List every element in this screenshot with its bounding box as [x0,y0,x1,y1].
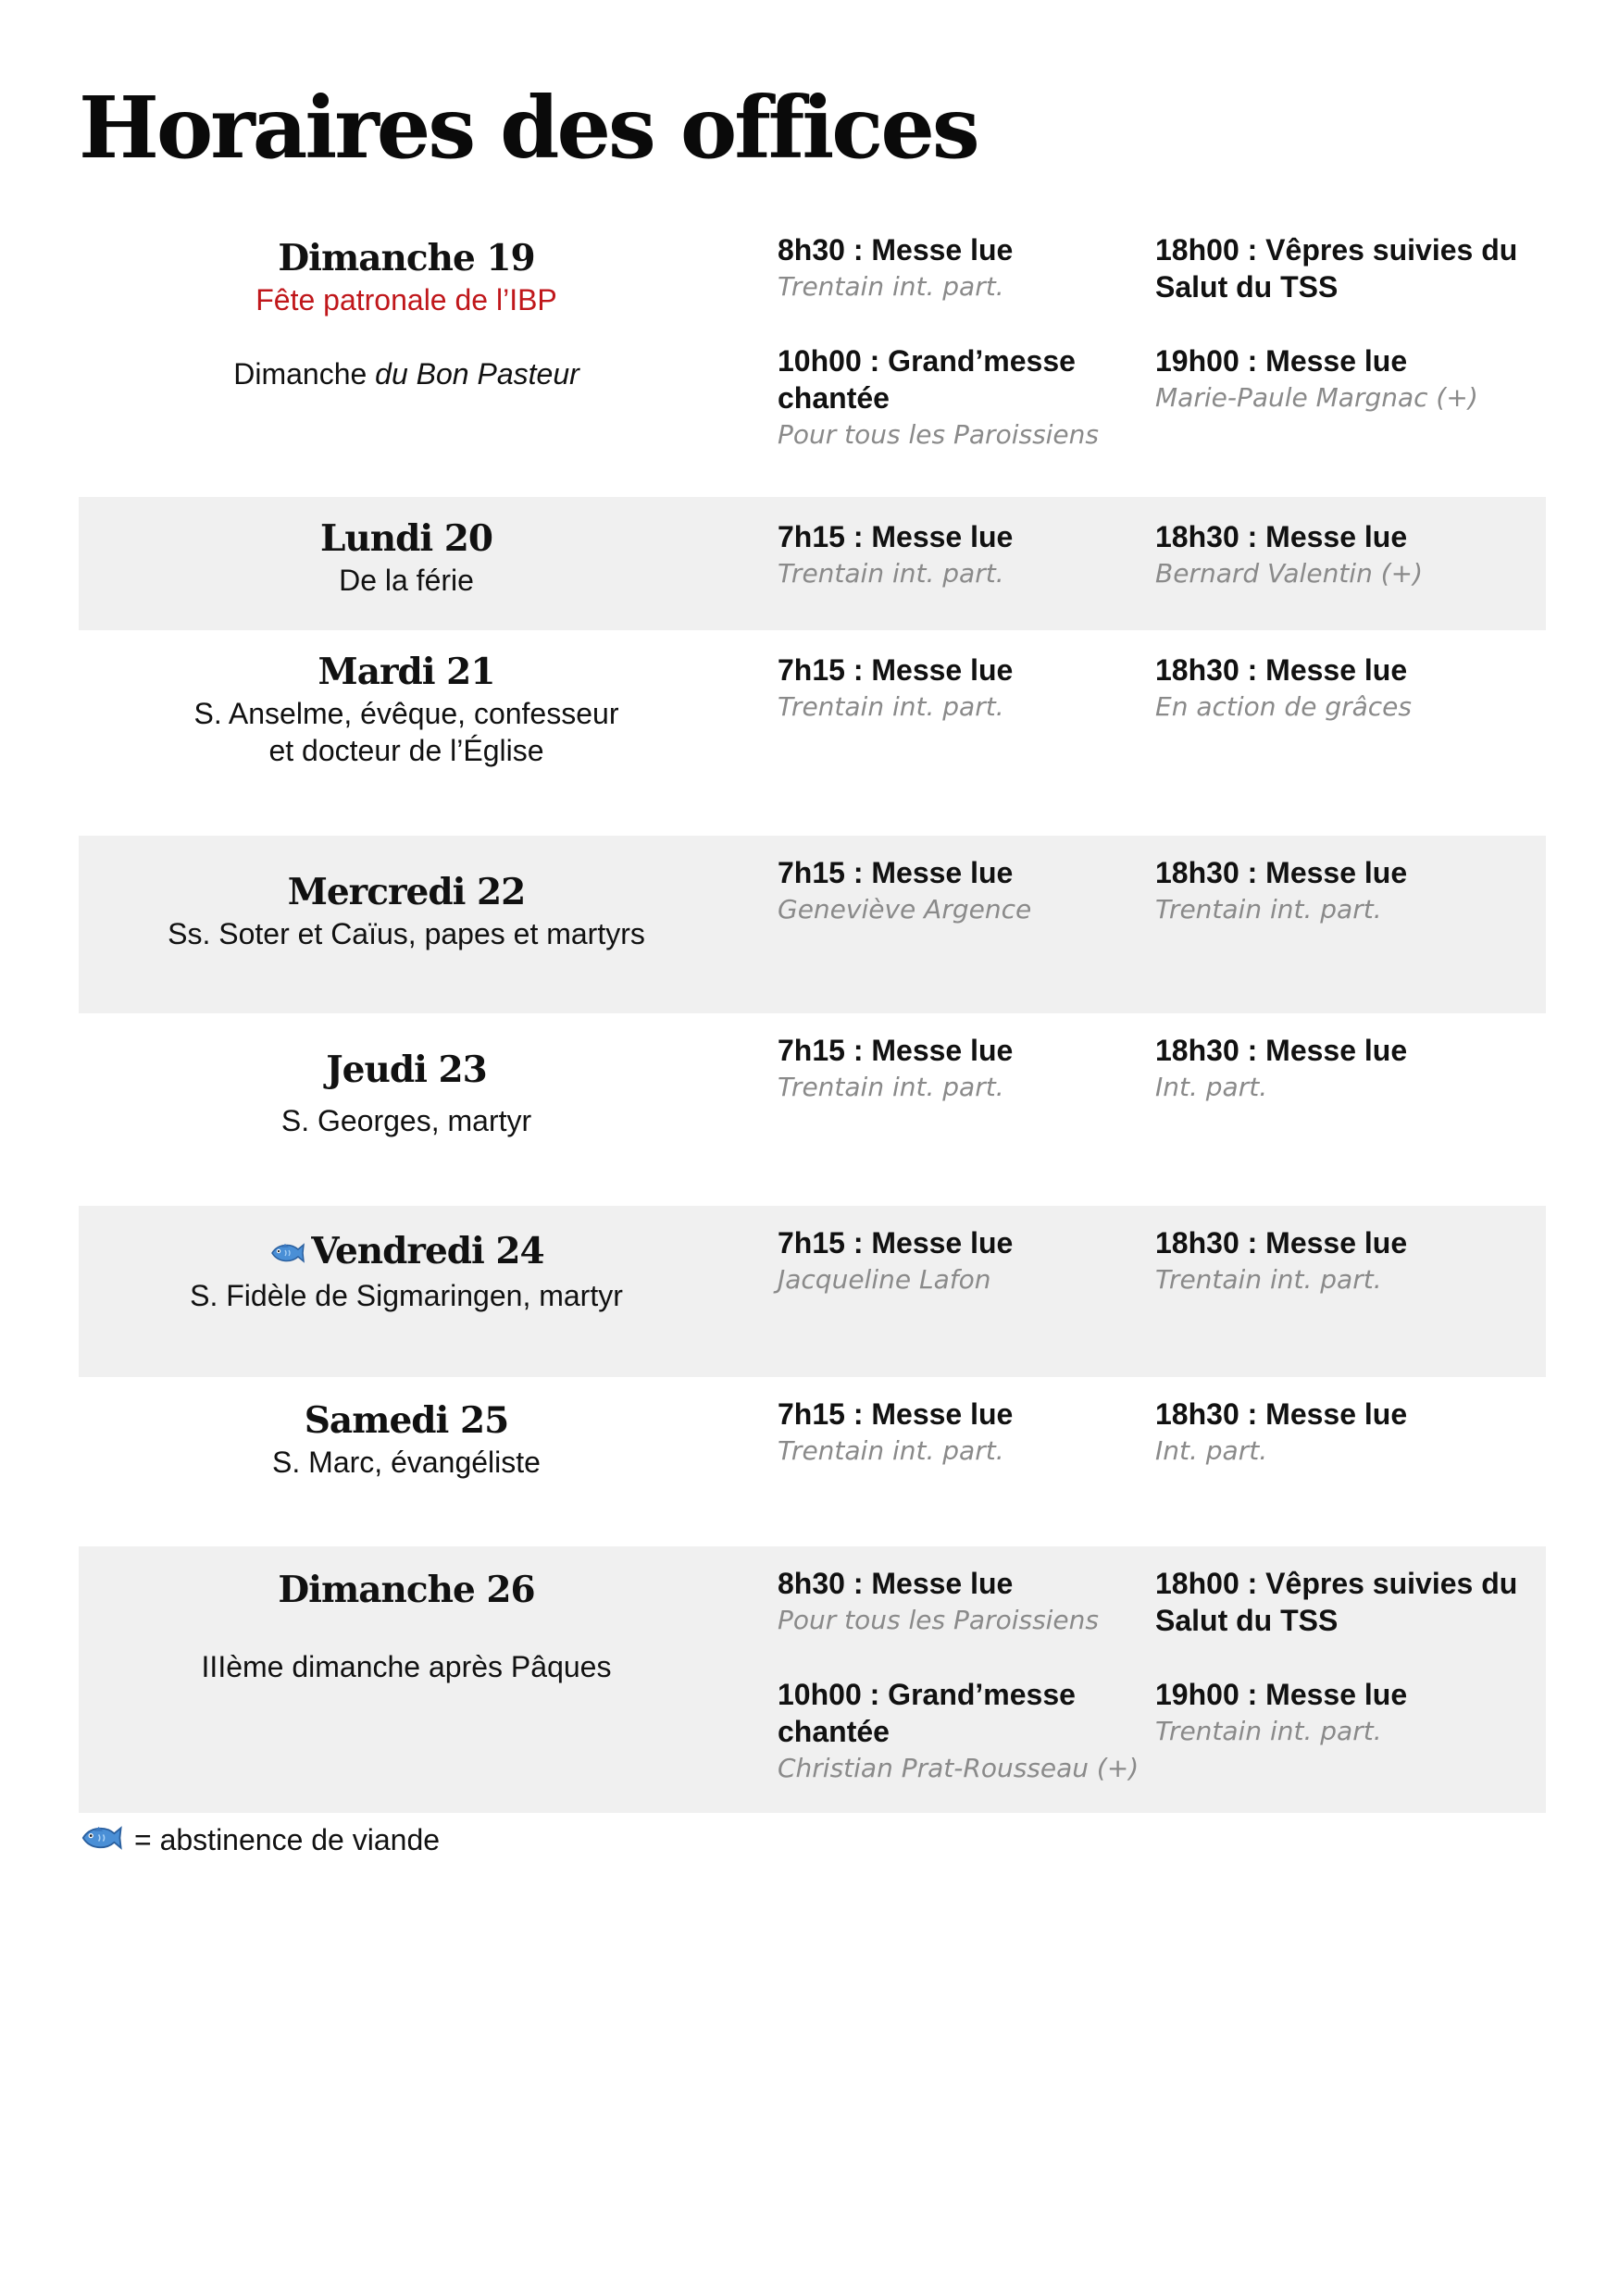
service-intention: Christian Prat-Rousseau (+) [778,1753,1140,1783]
day-name: Jeudi 23 [326,1049,487,1091]
day-name: Samedi 25 [304,1399,509,1442]
service-title: 19h00 : Messe lue [1155,1678,1408,1711]
service-intention: En action de grâces [1155,691,1412,722]
service-slot [1155,342,1539,416]
service-title: 7h15 : Messe lue [778,1034,1014,1067]
service-slot [1155,231,1539,305]
service-slot [1155,1676,1539,1750]
row-dimanche-26 [79,1546,1546,1813]
day-cell [79,235,734,392]
saint-plain: Dimanche [233,357,376,391]
saint-italic: du Bon Pasteur [375,357,579,391]
service-intention: Int. part. [1155,1435,1268,1466]
day-name [79,1228,734,1277]
legend-text: = abstinence de viande [134,1823,441,1856]
service-title: 18h30 : Messe lue [1155,1397,1408,1431]
saint-label: S. Marc, évangéliste [272,1446,541,1479]
service-slot [778,1224,1166,1298]
service-title: 18h00 : Vêpres suivies du Salut du TSS [1155,233,1518,304]
service-slot [1155,1224,1539,1298]
service-title: 7h15 : Messe lue [778,653,1014,687]
service-slot [778,1032,1166,1106]
day-cell [79,1047,734,1139]
row-vendredi-24 [79,1206,1546,1377]
service-slot [1155,518,1539,592]
service-title: 7h15 : Messe lue [778,1226,1014,1260]
service-slot [1155,1565,1539,1639]
day-cell [79,869,734,952]
saint-label: IIIème dimanche après Pâques [201,1650,612,1683]
service-title: 18h00 : Vêpres suivies du Salut du TSS [1155,1567,1518,1637]
day-cell [79,649,734,769]
day-cell [79,1397,734,1481]
day-name: Lundi 20 [319,517,493,560]
legend [79,1821,440,1862]
row-samedi-25 [79,1377,1546,1546]
day-cell [79,1567,734,1685]
service-title: 7h15 : Messe lue [778,856,1014,889]
service-slot [778,1676,1166,1787]
page-title: Horaires des offices [79,78,978,178]
day-name: Mercredi 22 [287,871,526,913]
service-title: 18h30 : Messe lue [1155,653,1408,687]
service-intention: Jacqueline Lafon [778,1264,991,1295]
fish-icon [268,1231,305,1277]
saint-label: S. Georges, martyr [280,1104,532,1137]
schedule-table [79,224,1546,1813]
row-mardi-21 [79,630,1546,836]
service-intention: Geneviève Argence [778,894,1032,925]
row-lundi-20 [79,497,1546,630]
service-slot [778,231,1166,305]
service-intention: Bernard Valentin (+) [1155,558,1424,589]
service-slot [778,652,1166,726]
day-name: Dimanche 19 [278,237,535,279]
saint-label [79,355,734,392]
service-title: 7h15 : Messe lue [778,1397,1014,1431]
service-slot [778,342,1166,453]
saint-label: S. Fidèle de Sigmaringen, martyr [190,1279,623,1312]
service-title: 18h30 : Messe lue [1155,1226,1408,1260]
service-title: 18h30 : Messe lue [1155,520,1408,553]
service-slot [778,518,1166,592]
row-jeudi-23 [79,1013,1546,1206]
service-intention: Pour tous les Paroissiens [778,1605,1099,1635]
service-intention: Trentain int. part. [778,1435,1004,1466]
service-intention: Trentain int. part. [1155,1716,1382,1746]
day-name: Dimanche 26 [278,1569,535,1611]
day-cell [79,1228,734,1314]
fish-icon [79,1822,123,1862]
service-title: 19h00 : Messe lue [1155,344,1408,378]
service-title: 18h30 : Messe lue [1155,1034,1408,1067]
row-mercredi-22 [79,836,1546,1013]
service-title: 10h00 : Grand’messe chantée [778,1678,1076,1748]
service-intention: Trentain int. part. [1155,1264,1382,1295]
service-intention: Int. part. [1155,1072,1268,1102]
service-title: 8h30 : Messe lue [778,233,1014,267]
service-slot [1155,1396,1539,1470]
service-intention: Trentain int. part. [1155,894,1382,925]
service-slot [1155,652,1539,726]
service-slot [778,1396,1166,1470]
saint-label: Ss. Soter et Caïus, papes et martyrs [168,917,645,950]
service-title: 18h30 : Messe lue [1155,856,1408,889]
saint-label-line1: S. Anselme, évêque, confesseur [193,697,619,730]
saint-label: De la férie [339,564,474,597]
service-intention: Trentain int. part. [778,691,1004,722]
service-intention: Trentain int. part. [778,1072,1004,1102]
saint-label-line2: et docteur de l’Église [268,734,544,767]
service-intention: Trentain int. part. [778,271,1004,302]
service-slot [778,854,1166,928]
row-dimanche-19 [79,224,1546,497]
service-slot [1155,854,1539,928]
service-title: 7h15 : Messe lue [778,520,1014,553]
day-name-text: Vendredi 24 [311,1230,544,1272]
day-cell [79,515,734,599]
service-title: 8h30 : Messe lue [778,1567,1014,1600]
service-intention: Marie-Paule Margnac (+) [1155,382,1478,413]
service-slot [1155,1032,1539,1106]
service-intention: Pour tous les Paroissiens [778,419,1099,450]
service-slot [778,1565,1166,1639]
service-intention: Trentain int. part. [778,558,1004,589]
day-name: Mardi 21 [318,651,495,693]
fete-label: Fête patronale de l’IBP [255,283,557,316]
service-title: 10h00 : Grand’messe chantée [778,344,1076,415]
